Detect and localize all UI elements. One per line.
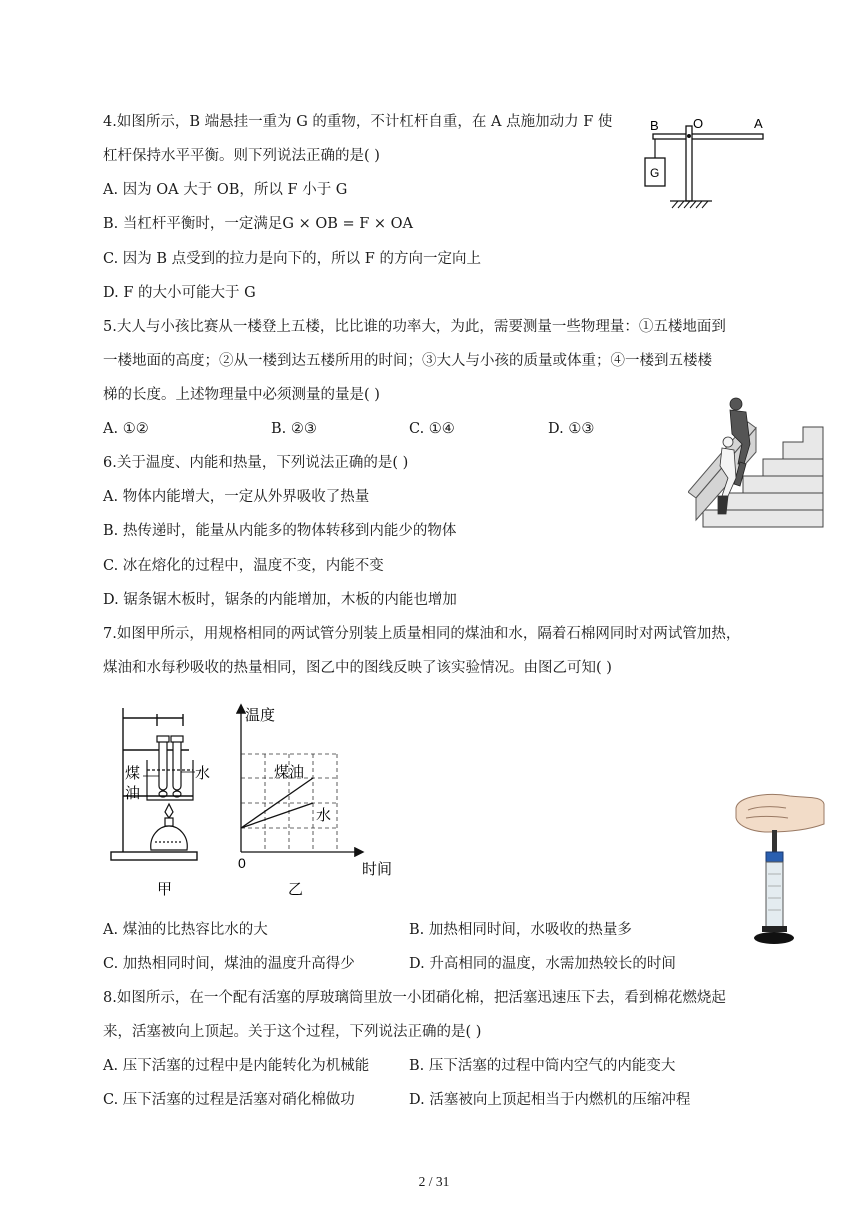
alcohol-lamp — [151, 804, 188, 850]
glass-cylinder — [766, 862, 783, 928]
q5-option-b: B. ②③ — [271, 421, 317, 437]
q4-option-b: B. 当杠杆平衡时，一定满足G × OB = F × OA — [103, 216, 414, 232]
ground-hatch — [672, 201, 708, 208]
stairs-illustration — [688, 392, 826, 532]
temperature-time-graph — [230, 700, 400, 900]
q8-stem-line2: 来，活塞被向上顶起。关于这个过程，下列说法正确的是( ) — [103, 1024, 482, 1040]
q7-option-b: B. 加热相同时间，水吸收的热量多 — [409, 922, 632, 938]
lever-figure — [640, 110, 770, 215]
q7-option-c: C. 加热相同时间，煤油的温度升高得少 — [103, 956, 355, 972]
piston-rod — [772, 830, 777, 854]
heating-apparatus-figure — [103, 700, 218, 900]
weight-label-g: G — [650, 166, 660, 180]
q5-option-d: D. ①③ — [548, 421, 595, 437]
q4-option-a: A. 因为 OA 大于 OB，所以 F 小于 G — [103, 182, 348, 198]
page-number: 2 / 31 — [418, 1174, 450, 1189]
lever-label-b: B — [650, 118, 659, 133]
lever-label-o: O — [693, 116, 704, 131]
q7-option-a: A. 煤油的比热容比水的大 — [103, 922, 268, 938]
fire-syringe-illustration — [728, 790, 828, 946]
q6-option-d: D. 锯条锯木板时，锯条的内能增加，木板的内能也增加 — [103, 592, 457, 608]
q5-stem-line3: 梯的长度。上述物理量中必须测量的量是( ) — [103, 387, 380, 403]
water-bath-beaker — [147, 760, 193, 800]
q5-option-a: A. ①② — [103, 421, 149, 437]
q8-option-b: B. 压下活塞的过程中筒内空气的内能变大 — [409, 1058, 676, 1074]
origin-label: 0 — [238, 855, 246, 871]
q6-option-a: A. 物体内能增大，一定从外界吸收了热量 — [103, 489, 370, 505]
q7-stem-line1: 7.如图甲所示，用规格相同的两试管分别装上质量相同的煤油和水，隔着石棉网同时对两试管加热， — [103, 626, 741, 642]
q8-option-c: C. 压下活塞的过程是活塞对硝化棉做功 — [103, 1092, 355, 1108]
q6-option-b: B. 热传递时，能量从内能多的物体转移到内能少的物体 — [103, 523, 457, 539]
series-label-water: 水 — [316, 806, 332, 824]
lever-bar — [653, 134, 763, 139]
label-coal-oil-2: 油 — [125, 784, 141, 802]
q8-option-d: D. 活塞被向上顶起相当于内燃机的压缩冲程 — [409, 1092, 691, 1108]
label-coal-oil-1: 煤 — [125, 764, 141, 782]
q5-option-c: C. ①④ — [409, 421, 455, 437]
q4-option-c: C. 因为 B 点受到的拉力是向下的，所以 F 的方向一定向上 — [103, 251, 481, 267]
q8-stem-line1: 8.如图所示，在一个配有活塞的厚玻璃筒里放一小团硝化棉，把活塞迅速压下去，看到棉花燃烧起 — [103, 990, 726, 1006]
x-axis-label: 时间 — [362, 860, 393, 878]
q4-option-d: D. F 的大小可能大于 G — [103, 285, 256, 301]
q6-stem: 6.关于温度、内能和热量，下列说法正确的是( ) — [103, 455, 409, 471]
series-label-oil: 煤油 — [274, 763, 305, 781]
cylinder-base-ring — [762, 926, 787, 932]
q7-option-d: D. 升高相同的温度，水需加热较长的时间 — [409, 956, 676, 972]
q4-stem-line2: 杠杆保持水平平衡。则下列说法正确的是( ) — [103, 148, 380, 164]
caption-yi: 乙 — [288, 880, 304, 898]
test-tubes — [157, 736, 183, 790]
lever-label-a: A — [754, 116, 763, 131]
q8-option-a: A. 压下活塞的过程中是内能转化为机械能 — [103, 1058, 370, 1074]
cylinder-base — [754, 932, 794, 944]
q5-stem-line1: 5.大人与小孩比赛从一楼登上五楼，比比谁的功率大，为此，需要测量一些物理量：①五楼地面到 — [103, 319, 726, 335]
series-line-water — [241, 803, 313, 828]
q5-stem-line2: 一楼地面的高度；②从一楼到达五楼所用的时间；③大人与小孩的质量或体重；④一楼到五楼楼 — [103, 353, 712, 369]
q4-stem-line1: 4.如图所示，B 端悬挂一重为 G 的重物，不计杠杆自重，在 A 点施加动力 F 使 — [103, 114, 613, 130]
q6-option-c: C. 冰在熔化的过程中，温度不变，内能不变 — [103, 558, 384, 574]
caption-jia: 甲 — [157, 880, 173, 898]
label-water: 水 — [195, 764, 211, 782]
lever-pivot — [687, 134, 691, 138]
hand — [736, 795, 824, 833]
y-axis-label: 温度 — [245, 706, 276, 724]
piston-cap — [766, 852, 783, 862]
q7-stem-line2: 煤油和水每秒吸收的热量相同，图乙中的图线反映了该实验情况。由图乙可知( ) — [103, 660, 612, 676]
